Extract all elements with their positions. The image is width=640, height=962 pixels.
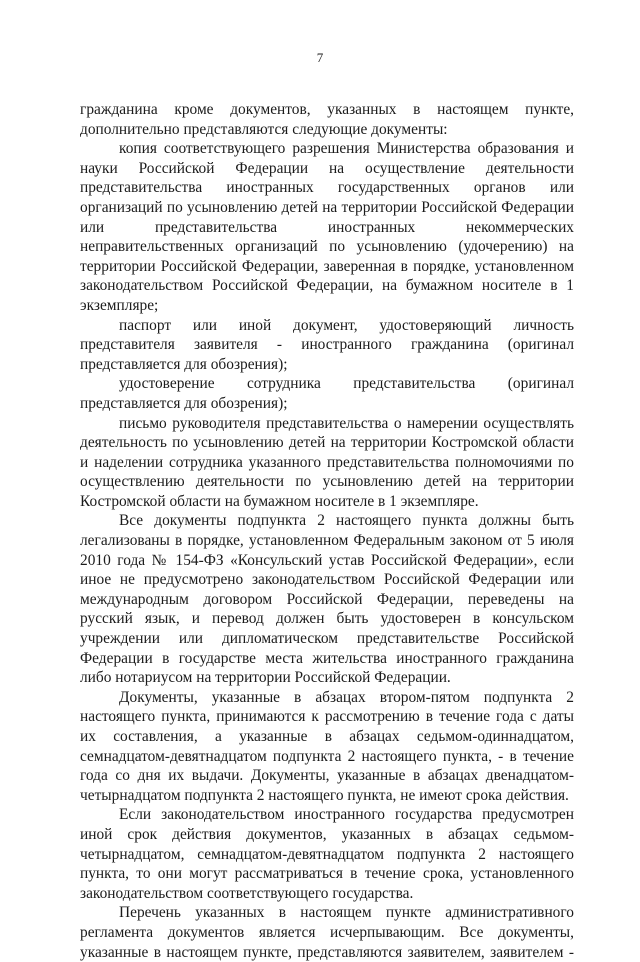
paragraph-permit-copy: копия соответствующего разрешения Министерства образования и науки Российской Федерации на осуществление деятельности представительства иностранных государственных органов или организаций по усыновлению детей на территории Российской Федерации или представительства иностранных некоммерческих неправительственных организаций по усыновлению (удочерению) на территории Российской Федерации, заверенная в порядке, установленном законодательством Российской Федерации, на бумажном носителе в 1 экземпляре; [80, 140, 574, 314]
paragraph-head-letter: письмо руководителя представительства о намерении осуществлять деятельность по усыновлению детей на территории Костромской области и наделении сотрудника указанного представительства полномочиями по осуществлению деятельности по усыновлению детей на территории Костромской области на бумажном носителе в 1 экземпляре. [80, 414, 574, 510]
page-number: 7 [316, 50, 324, 65]
paragraph-foreign-law: Если законодательством иностранного государства предусмотрен иной срок действия документов, указанных в абзацах седьмом-четырнадцатом, семнадцатом-девятнадцатом подпункта 2 настоящего пункта, то они могут рассматриваться в течение срока, установленного законодательством соответствующего государства. [80, 806, 574, 902]
paragraph-exhaustive-list: Перечень указанных в настоящем пункте административного регламента документов является исчерпывающим. Все документы, указанные в настоящем пункте, представляются заявителем, заявителем - [80, 904, 574, 961]
document-body [80, 100, 574, 962]
paragraph-employee-id: удостоверение сотрудника представительства (оригинал представляется для обозрения); [80, 375, 574, 412]
paragraph-legalization: Все документы подпункта 2 настоящего пункта должны быть легализованы в порядке, установленном Федеральным законом от 5 июля 2010 года № 154-ФЗ «Консульский устав Российской Федерации», если иное не предусмотрено законодательством Российской Федерации или международным договором Российской Федерации, переведены на русский язык, и перевод должен быть удостоверен в консульском учреждении или дипломатическом представительстве Российской Федерации в государстве места жительства иностранного гражданина либо нотариусом на территории Российской Федерации. [80, 512, 574, 687]
paragraph-continuation: гражданина кроме документов, указанных в настоящем пункте, дополнительно представляются следующие документы: [80, 101, 574, 138]
paragraph-passport: паспорт или иной документ, удостоверяющий личность представителя заявителя - иностранного гражданина (оригинал представляется для обозрения); [80, 316, 574, 373]
paragraph-validity-period: Документы, указанные в абзацах втором-пятом подпункта 2 настоящего пункта, принимаются к рассмотрению в течение года с даты их составления, а указанные в абзацах седьмом-одиннадцатом, семнадцатом-девятнадцатом подпункта 2 настоящего пункта, - в течение года со дня их выдачи. Документы, указанные в абзацах двенадцатом-четырнадцатом подпункта 2 настоящего пункта, не имеют срока действия. [80, 688, 574, 804]
